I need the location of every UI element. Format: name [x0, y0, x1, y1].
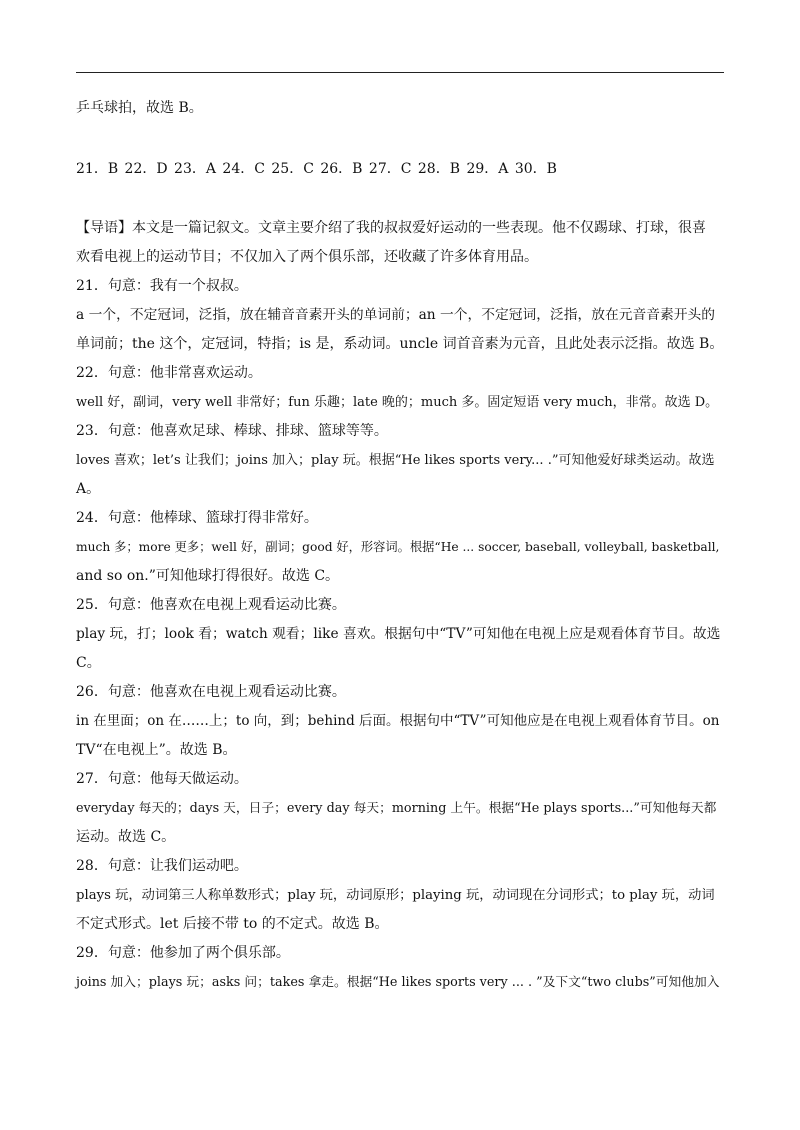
intro-tail-line: 乒乓球拍，故选 B。 — [76, 100, 203, 116]
explanation-line: 24．句意：他棒球、篮球打得非常好。 — [76, 510, 318, 526]
explanation-line: 22．句意：他非常喜欢运动。 — [76, 365, 262, 381]
explanation-line: a 一个，不定冠词，泛指，放在辅音音素开头的单词前；an 一个，不定冠词，泛指，放在元音音素开头的 — [76, 307, 715, 323]
explanation-line: well 好，副词，very well 非常好；fun 乐趣；late 晚的；much 多。固定短语 very much，非常。故选 D。 — [76, 395, 719, 410]
explanation-line: joins 加入；plays 玩；asks 问；takes 拿走。根据“He likes sports very ... . ”及下文“two clubs”可知他加入 — [76, 975, 720, 990]
header-rule — [76, 72, 724, 73]
explanation-line: 23．句意：他喜欢足球、棒球、排球、篮球等等。 — [76, 423, 388, 439]
explanation-line: play 玩，打；look 看；watch 观看；like 喜欢。根据句中“TV”可知他在电视上应是观看体育节目。故选 — [76, 626, 721, 642]
guide-line: 【导语】本文是一篇记叙文。文章主要介绍了我的叔叔爱好运动的一些表现。他不仅踢球、打球，很喜 — [76, 220, 706, 236]
explanation-line: 28．句意：让我们运动吧。 — [76, 858, 248, 874]
answer-key-line: 21．B 22．D 23．A 24．C 25．C 26．B 27．C 28．B 29．A 30．B — [76, 161, 557, 177]
explanation-line: 29．句意：他参加了两个俱乐部。 — [76, 945, 290, 961]
document-body — [76, 94, 724, 997]
guide-paragraph — [76, 214, 724, 272]
explanation-line: 运动。故选 C。 — [76, 829, 176, 845]
explanation-line: plays 玩，动词第三人称单数形式；play 玩，动词原形；playing 玩，动词现在分词形式；to play 玩，动词 — [76, 888, 715, 903]
explanation-line: everyday 每天的；days 天，日子；every day 每天；morning 上午。根据“He plays sports...”可知他每天都 — [76, 801, 717, 816]
explanation-line: TV“在电视上”。故选 B。 — [76, 742, 237, 758]
explanation-line: 21．句意：我有一个叔叔。 — [76, 278, 248, 294]
explanation-line: C。 — [76, 655, 101, 671]
explanations-section — [76, 272, 724, 997]
explanation-line: loves 喜欢；let’s 让我们；joins 加入；play 玩。根据“He likes sports very... .”可知他爱好球类运动。故选 — [76, 453, 715, 468]
guide-line: 欢看电视上的运动节目；不仅加入了两个俱乐部，还收藏了许多体育用品。 — [76, 249, 538, 265]
explanation-line: A。 — [76, 481, 101, 497]
explanation-line: much 多；more 更多；well 好，副词；good 好，形容词。根据“He ... soccer, baseball, volleyball, basketball, — [76, 540, 720, 554]
explanation-line: 25．句意：他喜欢在电视上观看运动比赛。 — [76, 597, 346, 613]
explanation-line: 不定式形式。let 后接不带 to 的不定式。故选 B。 — [76, 916, 389, 932]
explanation-line: in 在里面；on 在……上；to 向，到；behind 后面。根据句中“TV”可知他应是在电视上观看体育节目。on — [76, 713, 720, 729]
explanation-line: 26．句意：他喜欢在电视上观看运动比赛。 — [76, 684, 346, 700]
explanation-line: 27．句意：他每天做运动。 — [76, 771, 248, 787]
explanation-line: and so on.”可知他球打得很好。故选 C。 — [76, 568, 340, 584]
explanation-line: 单词前；the 这个，定冠词，特指；is 是，系动词。uncle 词首音素为元音，且此处表示泛指。故选 B。 — [76, 336, 724, 352]
